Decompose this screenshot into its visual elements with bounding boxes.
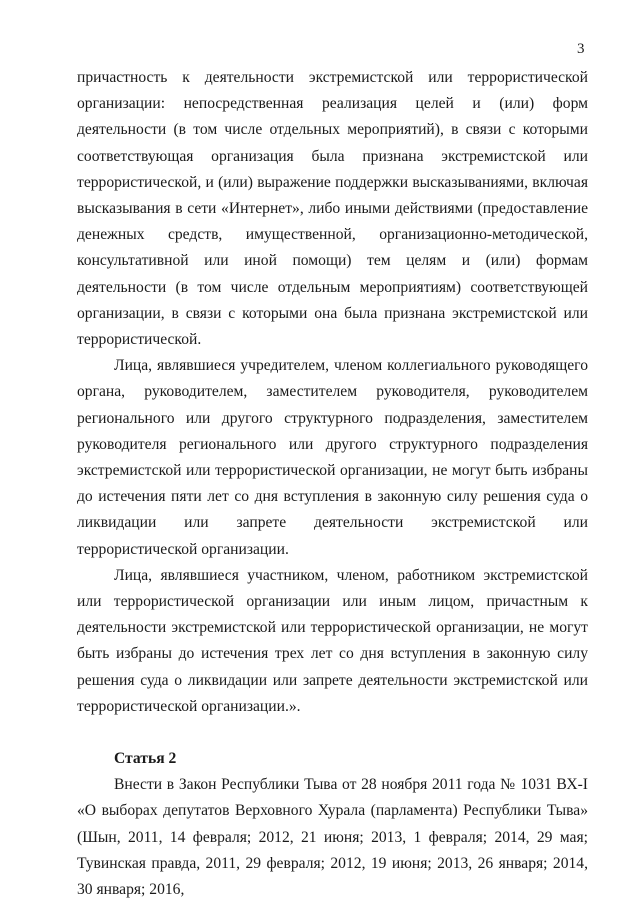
page-number: 3 [577,41,585,57]
document-body [77,65,588,903]
paragraph-participants-restriction: Лица, являвшиеся участником, членом, работником экстремистской или террористической организации или иным лицом, причастным к деятельности экстремистской или террористической организации, не могут быть избраны до истечения трех лет со дня вступления в законную силу решения суда о ликвидации или запрете деятельности экстремистской или террористической организации.». [77,566,588,715]
article-heading: Статья 2 [114,750,177,768]
paragraph-founders-restriction: Лица, являвшиеся учредителем, членом коллегиального руководящего органа, руководителем, заместителем руководителя, руководителем регионального или другого структурного подразделения, заместителем руководителя регионального или другого структурного подразделения экстремистской или террористической организации, не могут быть избраны до истечения пяти лет со дня вступления в законную силу решения суда о ликвидации или запрете деятельности экстремистской или террористической организации. [77,357,588,558]
paragraph-continuation: причастность к деятельности экстремистской или террористической организации: непосредственная реализация целей и (или) форм деятельности (в том числе отдельных мероприятий), в связи с которыми соответствующая организация была признана экстремистской или террористической, и (или) выражение поддержки высказываниями, включая высказывания в сети «Интернет», либо иными действиями (предоставление денежных средств, имущественной, организационно-методической, консультативной или иной помощи) тем целям и (или) формам деятельности (в том числе отдельным мероприятиям) соответствующей организации, в связи с которыми она была признана экстремистской или террористической. [77,69,588,349]
paragraph-article-2-amendment: Внести в Закон Республики Тыва от 28 ноября 2011 года № 1031 ВХ-I «О выборах депутатов Верховного Хурала (парламента) Республики Тыва» (Шын, 2011, 14 февраля; 2012, 21 июня; 2013, 1 февраля; 2014, 29 мая; Тувинская правда, 2011, 29 февраля; 2012, 19 июня; 2013, 26 января; 2014, 30 января; 2016, [77,776,588,899]
